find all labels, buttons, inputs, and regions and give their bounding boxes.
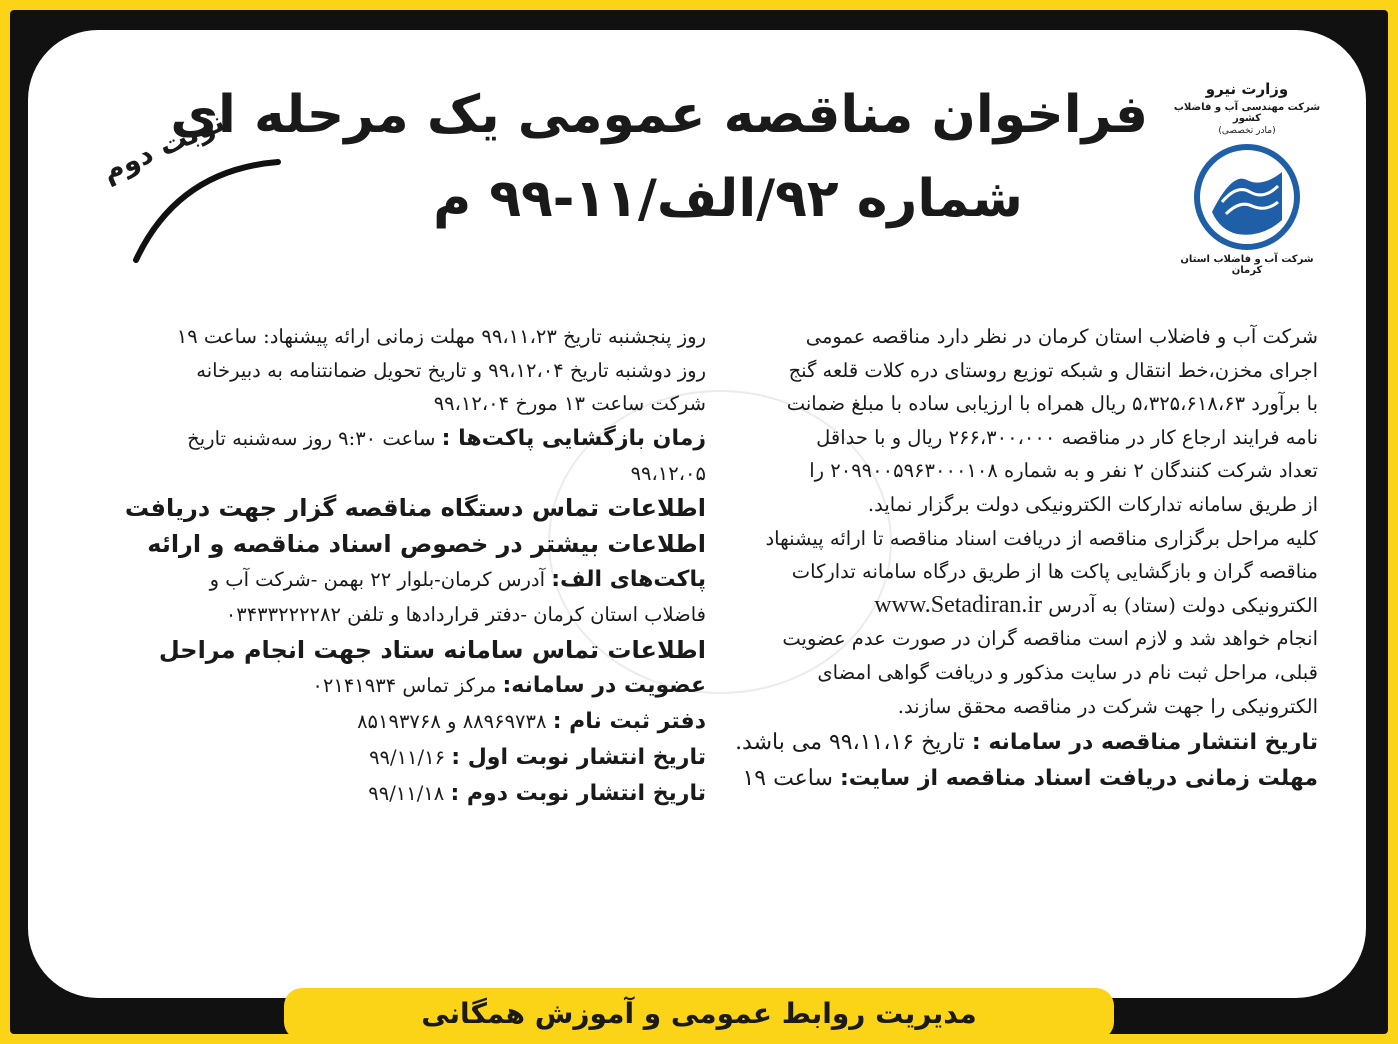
membership-row	[76, 668, 706, 704]
title-line-2: شماره ۹۲/الف/۱۱-۹۹ م	[433, 169, 1023, 229]
contact-heading-2: اطلاعات بیشتر در خصوص اسناد مناقصه و ارائه	[147, 530, 706, 559]
second-publication-label: تاریخ انتشار نوبت دوم :	[450, 780, 706, 806]
opening-date: ۹۹،۱۲،۰۵	[630, 461, 706, 485]
registry-value: ۸۸۹۶۹۷۳۸ و ۸۵۱۹۳۷۶۸	[357, 709, 547, 733]
setad-prefix: الکترونیکی دولت (ستاد) به آدرس	[1048, 593, 1318, 617]
body-line: از طریق سامانه تدارکات الکترونیکی دولت برگزار نماید.	[867, 492, 1318, 516]
title-line-1: فراخوان مناقصه عمومی یک مرحله ای	[170, 85, 1148, 145]
opening-label: زمان بازگشایی پاکت‌ها :	[441, 425, 706, 451]
body-line: کلیه مراحل برگزاری مناقصه از دریافت اسناد مناقصه تا ارائه پیشنهاد	[765, 526, 1318, 550]
company-note: (مادر تخصصی)	[1218, 126, 1276, 136]
ministry-name: وزارت نیرو	[1205, 80, 1289, 98]
contact-label: پاکت‌های الف:	[551, 567, 706, 593]
body-line: شرکت آب و فاضلاب استان کرمان در نظر دارد مناقصه عمومی	[805, 325, 1318, 348]
contact-row	[76, 562, 706, 598]
body-line: شرکت ساعت ۱۳ مورخ ۹۹،۱۲،۰۴	[433, 392, 706, 416]
body-line-setad	[692, 589, 1318, 623]
membership-label: عضویت در سامانه:	[502, 672, 706, 698]
water-drop-logo-icon	[1192, 142, 1302, 252]
body-line: روز دوشنبه تاریخ ۹۹،۱۲،۰۴ و تاریخ تحویل ضمانتنامه به دبیرخانه	[196, 358, 706, 382]
footer-text: مدیریت روابط عمومی و آموزش همگانی	[421, 997, 977, 1030]
body-line: انجام خواهد شد و لازم است مناقصه گران در صورت عدم عضویت	[782, 627, 1318, 651]
publish-date-label: تاریخ انتشار مناقصه در سامانه :	[971, 730, 1318, 756]
deadline-value: ساعت ۱۹	[742, 766, 833, 792]
first-publication-value: ۹۹/۱۱/۱۶	[369, 745, 446, 769]
swoosh-icon	[88, 100, 288, 270]
body-line: مناقصه گران و بازگشایی پاکت ها از طریق درگاه سامانه تدارکات	[791, 560, 1318, 584]
contact-heading-1: اطلاعات تماس دستگاه مناقصه گزار جهت دریافت	[124, 494, 706, 523]
contact-value: آدرس کرمان-بلوار ۲۲ بهمن -شرکت آب و	[209, 568, 546, 592]
opening-row	[76, 421, 706, 457]
notice-card	[28, 30, 1366, 998]
company-name: شرکت مهندسی آب و فاضلاب کشور	[1173, 102, 1321, 124]
registry-row	[76, 704, 706, 740]
round-badge	[88, 100, 288, 270]
notice-body-left	[76, 320, 706, 812]
notice-title	[170, 82, 1148, 232]
deadline-label: مهلت زمانی دریافت اسناد مناقصه از سایت:	[839, 766, 1318, 792]
registry-label: دفتر ثبت نام :	[552, 708, 706, 734]
notice-body-right	[692, 320, 1318, 797]
publish-date-value: تاریخ ۹۹،۱۱،۱۶ می باشد.	[735, 730, 965, 756]
second-publication-row	[76, 776, 706, 812]
publish-date-row	[692, 725, 1318, 761]
body-line: با برآورد ۵،۳۲۵،۶۱۸،۶۳ ریال همراه با ارزیابی ساده با مبلغ ضمانت	[786, 392, 1318, 416]
setad-heading: اطلاعات تماس سامانه ستاد جهت انجام مراحل	[158, 635, 706, 664]
second-publication-value: ۹۹/۱۱/۱۸	[368, 781, 445, 805]
round-label: نوبت دوم	[96, 104, 230, 189]
body-line: روز پنجشنبه تاریخ ۹۹،۱۱،۲۳ مهلت زمانی ارائه پیشنهاد: ساعت ۱۹	[176, 325, 706, 348]
body-line: اجرای مخزن،خط انتقال و شبکه توزیع روستای دره کلات قلعه گنج	[788, 358, 1318, 382]
body-line: تعداد شرکت کنندگان ۲ نفر و به شماره ۲۰۹۹۰۰۵۹۶۳۰۰۰۱۰۸ را	[809, 459, 1318, 483]
footer-banner	[284, 988, 1114, 1040]
contact-line-2: فاضلاب استان کرمان -دفتر قراردادها و تلفن ۰۳۴۳۳۲۲۲۲۸۲	[225, 603, 706, 627]
first-publication-label: تاریخ انتشار نوبت اول :	[451, 744, 706, 770]
provincial-company-name: شرکت آب و فاضلاب استان کرمان	[1180, 254, 1314, 276]
body-line: الکترونیکی را جهت شرکت در مناقصه محقق سازند.	[897, 694, 1318, 718]
body-line: قبلی، مراحل ثبت نام در سایت مذکور و دریافت گواهی امضای	[817, 660, 1318, 684]
deadline-row	[692, 761, 1318, 797]
organization-logo	[1172, 76, 1322, 276]
membership-value: مرکز تماس ۰۲۱۴۱۹۳۴	[312, 673, 497, 697]
body-line: نامه فرایند ارجاع کار در مناقصه ۲۶۶،۳۰۰،۰۰۰ ریال و با حداقل	[816, 425, 1318, 449]
setad-url-link[interactable]: www.Setadiran.ir	[874, 591, 1043, 618]
opening-value: ساعت ۹:۳۰ روز سه‌شنبه تاریخ	[187, 426, 436, 450]
first-publication-row	[76, 740, 706, 776]
